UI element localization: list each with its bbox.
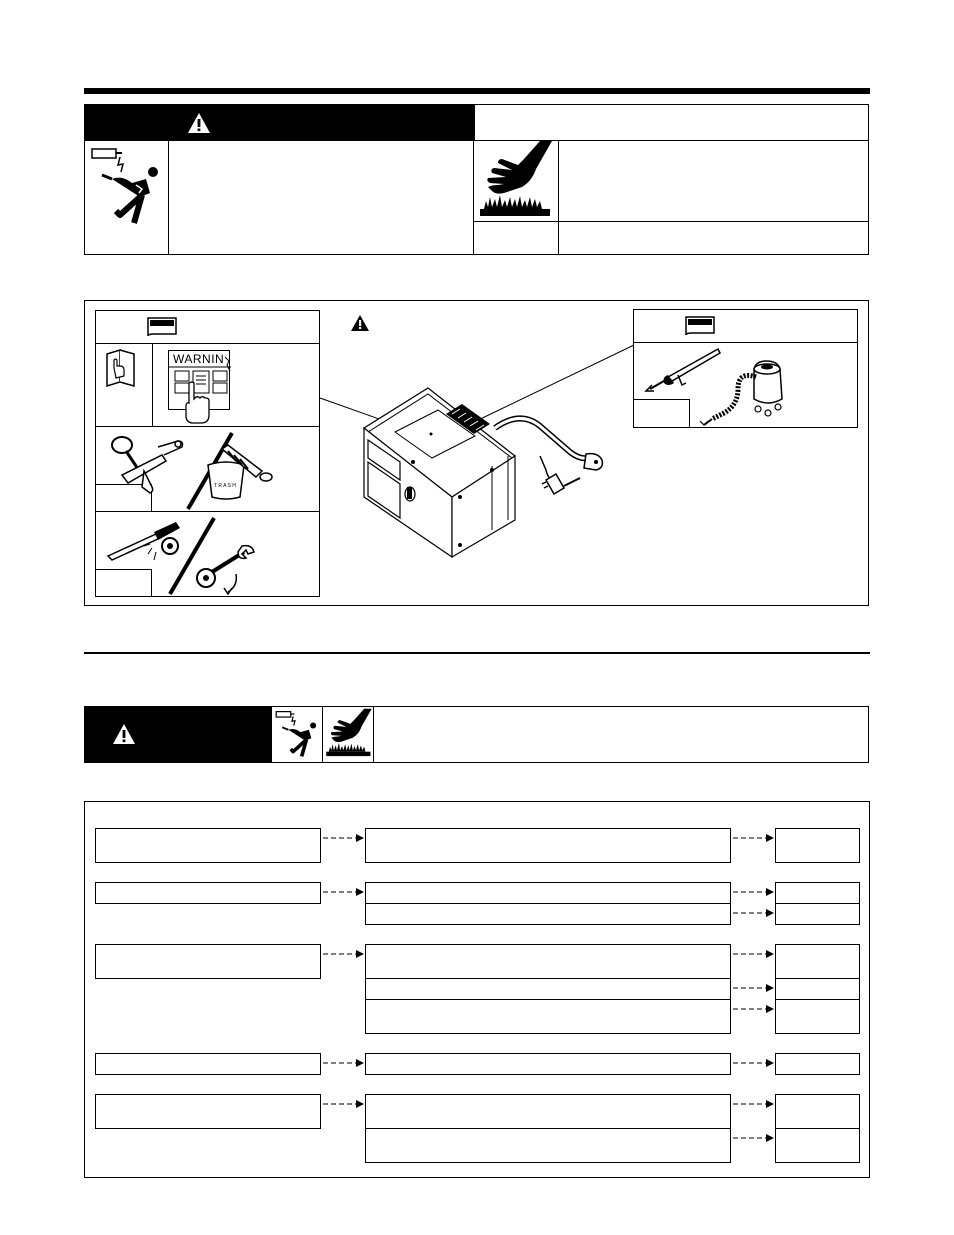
hot-text-cell	[559, 141, 869, 222]
manual-book-icon-2	[684, 315, 716, 337]
vacuum-interval-box	[634, 399, 690, 428]
vacuum-header	[633, 309, 858, 343]
remedy-5a	[365, 1094, 731, 1129]
section-ref-2a	[775, 882, 860, 904]
trouble-3	[95, 944, 321, 979]
top-heavy-rule	[84, 88, 870, 94]
remedy-5b	[365, 1128, 731, 1163]
section-ref-1	[775, 828, 860, 863]
trouble-2	[95, 882, 321, 904]
section-ref-4	[775, 1053, 860, 1075]
trouble-1	[95, 828, 321, 863]
section-rule	[84, 652, 870, 654]
remedy-3b	[365, 978, 731, 1000]
warning-label-text: WARNIN	[173, 352, 225, 366]
remedy-2a	[365, 882, 731, 904]
section-ref-5a	[775, 1094, 860, 1129]
trash-label: T R A S H	[214, 483, 236, 489]
warning-header-bar	[84, 104, 474, 141]
banner-shock-cell	[272, 706, 323, 763]
banner-black-block	[84, 706, 272, 763]
shock-text-cell	[169, 141, 474, 255]
hot-lower-left-cell	[474, 222, 559, 255]
trouble-4	[95, 1053, 321, 1075]
banner-hot-cell	[323, 706, 374, 763]
hot-icon-cell	[474, 141, 559, 222]
section-ref-3a	[775, 944, 860, 979]
remedy-2b	[365, 903, 731, 925]
section-ref-3b	[775, 978, 860, 1000]
section-ref-2b	[775, 903, 860, 925]
remedy-4	[365, 1053, 731, 1075]
vacuum-cleaner-icon	[698, 355, 798, 427]
power-plug-icon	[540, 448, 610, 508]
warning-triangle-icon	[187, 112, 211, 134]
caution-header-area	[474, 104, 869, 141]
banner-electric-shock-icon	[275, 709, 321, 759]
remedy-3c	[365, 999, 731, 1034]
trouble-5	[95, 1094, 321, 1129]
section-ref-5b	[775, 1128, 860, 1163]
remedy-1	[365, 828, 731, 863]
remedy-3a	[365, 944, 731, 979]
shock-icon-cell	[84, 141, 169, 255]
vacuum-panel	[633, 342, 858, 428]
section-ref-3c	[775, 999, 860, 1034]
hot-surface-icon	[478, 141, 554, 221]
electric-shock-icon	[90, 145, 166, 227]
banner-warning-triangle-icon	[112, 723, 136, 745]
banner-hot-surface-icon	[325, 708, 373, 760]
